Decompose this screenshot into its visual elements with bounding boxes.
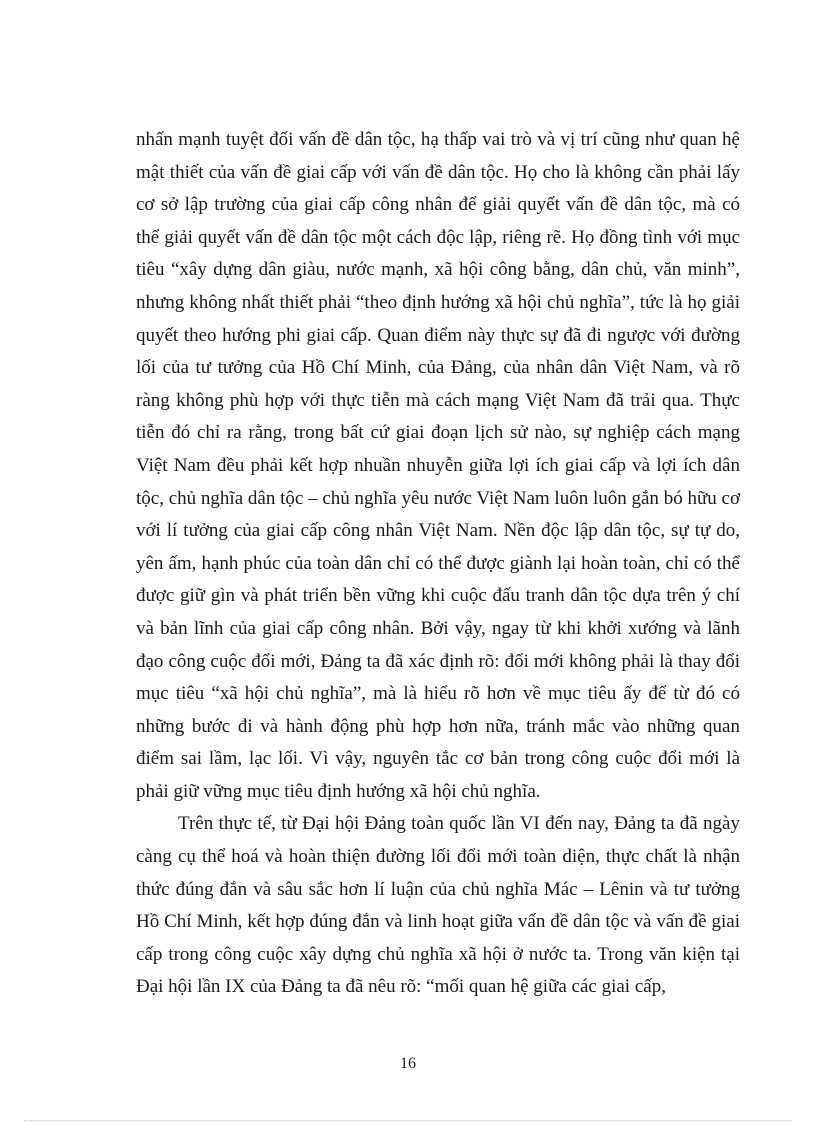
paragraph-2: Trên thực tế, từ Đại hội Đảng toàn quốc lần VI đến nay, Đảng ta đã ngày càng cụ thể hoá và hoàn thiện đường lối đổi mới toàn diện, thực chất là nhận thức đúng đắn và sâu sắc hơn lí luận của chủ nghĩa Mác – Lênin và tư tưởng Hồ Chí Minh, kết hợp đúng đắn và linh hoạt giữa vấn đề dân tộc và vấn đề giai cấp trong công cuộc xây dựng chủ nghĩa xã hội ở nước ta. Trong văn kiện tại Đại hội lần IX của Đảng ta đã nêu rõ: “mối quan hệ giữa các giai cấp, <box>136 813 740 998</box>
page-bottom-divider <box>24 1120 792 1121</box>
paragraph-1: nhấn mạnh tuyệt đối vấn đề dân tộc, hạ thấp vai trò và vị trí cũng như quan hệ mật thiết của vấn đề giai cấp với vấn đề dân tộc. Họ cho là không cần phải lấy cơ sở lập trường của giai cấp công nhân để giải quyết vấn đề dân tộc, mà có thể giải quyết vấn đề dân tộc một cách độc lập, riêng rẽ. Họ đồng tình với mục tiêu “xây dựng dân giàu, nước mạnh, xã hội công bằng, dân chủ, văn minh”, nhưng không nhất thiết phải “theo định hướng xã hội chủ nghĩa”, tức là họ giải quyết theo hướng phi giai cấp. Quan điểm này thực sự đã đi ngược với đường lối của tư tưởng của Hồ Chí Minh, của Đảng, của nhân dân Việt Nam, và rõ ràng không phù hợp với thực tiễn mà cách mạng Việt Nam đã trải qua. Thực tiễn đó chỉ ra rằng, trong bất cứ giai đoạn lịch sử nào, sự nghiệp cách mạng Việt Nam đều phải kết hợp nhuần nhuyễn giữa lợi ích giai cấp và lợi ích dân tộc, chủ nghĩa dân tộc – chủ nghĩa yêu nước Việt Nam luôn luôn gắn bó hữu cơ với lí tưởng của giai cấp công nhân Việt Nam. Nền độc lập dân tộc, sự tự do, yên ấm, hạnh phúc của toàn dân chỉ có thể được giành lại hoàn toàn, chỉ có thể được giữ gìn và phát triển bền vững khi cuộc đấu tranh dân tộc dựa trên ý chí và bản lĩnh của giai cấp công nhân. Bởi vậy, ngay từ khi khởi xướng và lãnh đạo công cuộc đổi mới, Đảng ta đã xác định rõ: đổi mới không phải là thay đổi mục tiêu “xã hội chủ nghĩa”, mà là hiểu rõ hơn về mục tiêu ấy để từ đó có những bước đi và hành động phù hợp hơn nữa, tránh mắc vào những quan điểm sai lầm, lạc lối. Vì vậy, nguyên tắc cơ bản trong công cuộc đổi mới là phải giữ vững mục tiêu định hướng xã hội chủ nghĩa. <box>136 129 740 802</box>
body-text <box>136 124 740 1004</box>
page-number: 16 <box>400 1055 416 1072</box>
